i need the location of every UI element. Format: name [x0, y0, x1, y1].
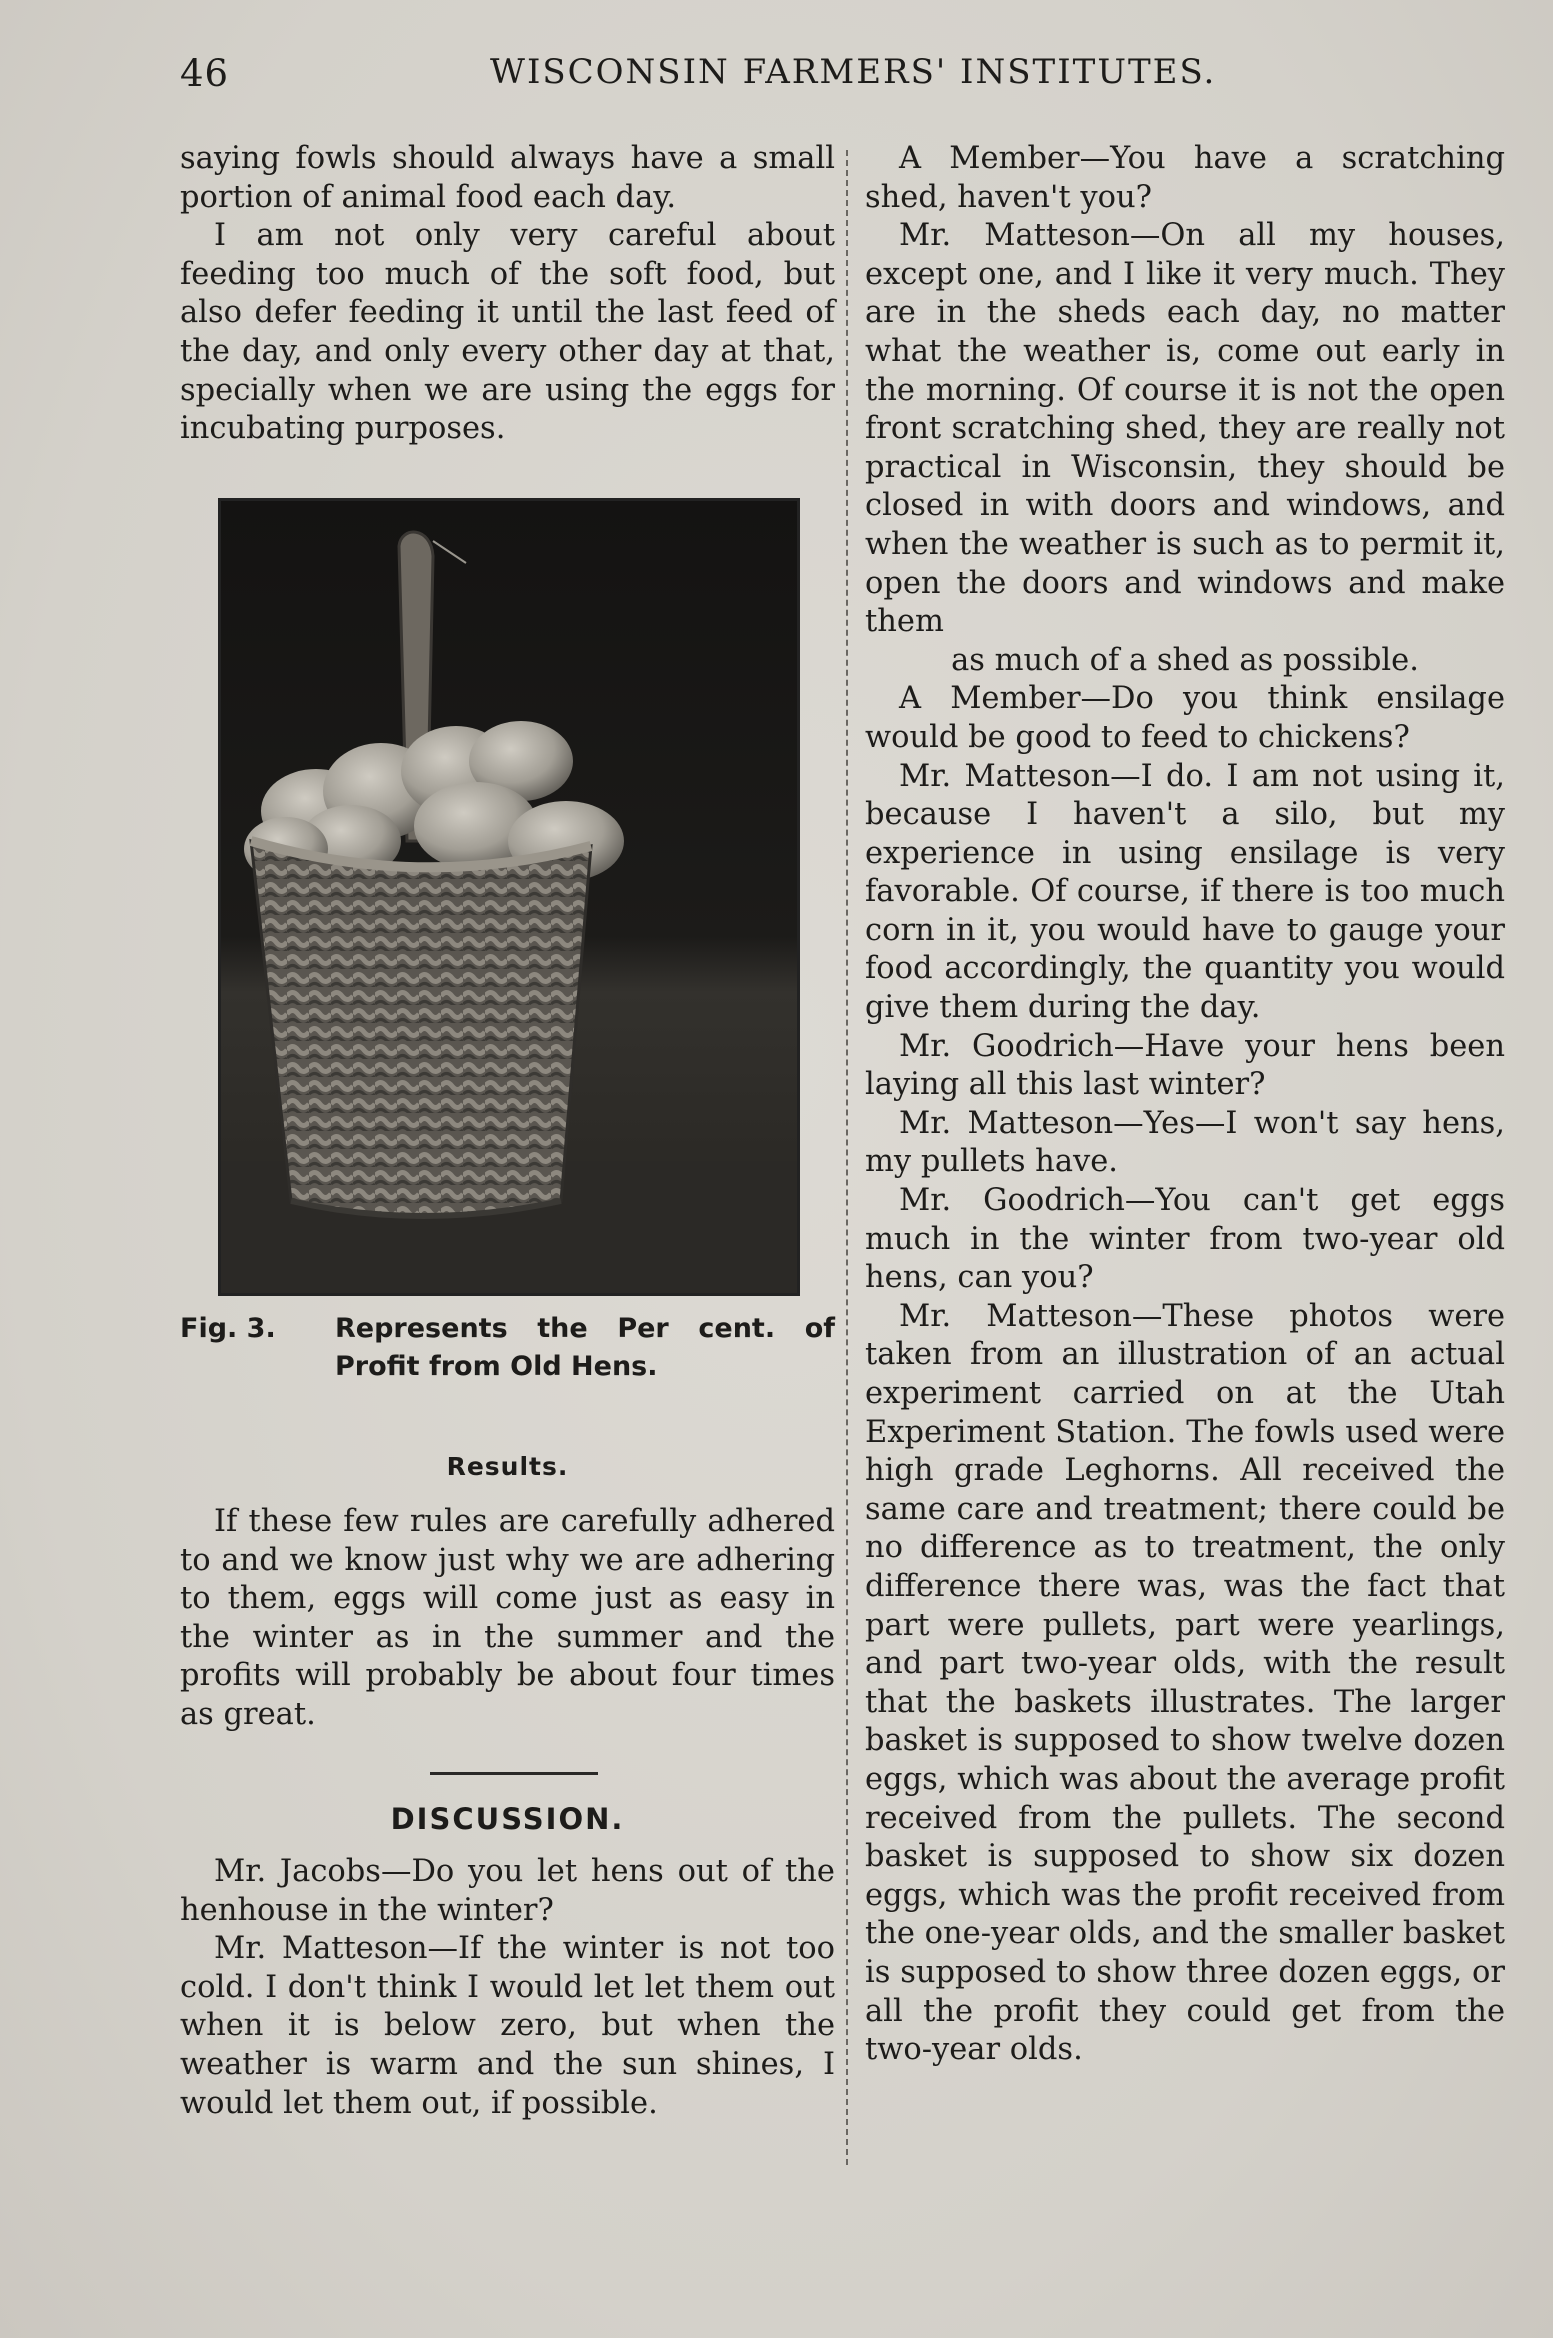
paragraph: A Member—You have a scratching shed, haven't you?	[865, 141, 1505, 215]
paragraph: Mr. Matteson—I do. I am not using it, because I haven't a silo, but my experience in using ensilage is very favorable. Of course, if there is too much corn in it, you would have to gauge your food accordingly, the quantity you would give them during the day.	[865, 758, 1505, 1026]
figure-label: Fig. 3.	[180, 1313, 276, 1344]
running-head: WISCONSIN FARMERS' INSTITUTES.	[490, 52, 1217, 92]
paragraph: as much of a shed as possible.	[951, 642, 1419, 678]
results-block	[180, 1503, 835, 1735]
left-column-top	[180, 140, 835, 449]
paragraph: I am not only very careful about feeding too much of the soft food, but also defer feeding it until the last feed of the day, and only every other day at that, specially when we are using the eggs for incubating purposes.	[180, 218, 835, 447]
paragraph: Mr. Jacobs—Do you let hens out of the henhouse in the winter?	[180, 1854, 835, 1928]
paragraph: A Member—Do you think ensilage would be good to feed to chickens?	[865, 681, 1505, 755]
paragraph: Mr. Goodrich—Have your hens been laying all this last winter?	[865, 1028, 1505, 1103]
paragraph: If these few rules are carefully adhered to and we know just why we are adhering to them, eggs will come just as easy in the winter as in the summer and the profits will probably be about four times as great.	[180, 1504, 835, 1732]
figure-caption-text: Represents the Per cent. of Profit from Old Hens.	[335, 1313, 835, 1382]
paragraph: Mr. Matteson—These photos were taken from an illustration of an actual experiment carried on at the Utah Experiment Station. The fowls used were high grade Leghorns. All received the same care and treatment; there could be no difference as to treatment, the only difference there was, was the fact that part were pullets, part were yearlings, and part two-year olds, with the result that the baskets illustrates. The larger basket is supposed to show twelve dozen eggs, which was about the average profit received from the pullets. The second basket is supposed to show six dozen eggs, which was the profit received from the one-year olds, and the smaller basket is supposed to show three dozen eggs, or all the profit they could get from the two-year olds.	[865, 1298, 1505, 2068]
paragraph: saying fowls should always have a small portion of animal food each day.	[180, 141, 835, 215]
paragraph: Mr. Matteson—Yes—I won't say hens, my pullets have.	[865, 1105, 1505, 1180]
paragraph: Mr. Matteson—If the winter is not too cold. I don't think I would let let them out when it is below zero, but when the weather is warm and the sun shines, I would let them out, if possible.	[180, 1931, 835, 2121]
column-divider	[846, 150, 848, 2165]
discussion-block	[180, 1853, 835, 2123]
discussion-heading: DISCUSSION.	[390, 1802, 625, 1836]
page-number: 46	[180, 52, 230, 95]
section-divider	[430, 1772, 598, 1775]
right-column	[865, 140, 1505, 2070]
page-header	[180, 52, 1500, 102]
paragraph: Mr. Matteson—On all my houses, except one, and I like it very much. They are in the sheds each day, no matter what the weather is, come out early in the morning. Of course it is not the open front scratching shed, they are really not practical in Wisconsin, they should be closed in with doors and windows, and when the weather is such as to permit it, open the doors and windows and make them	[865, 218, 1505, 640]
basket-body	[251, 841, 591, 1216]
results-heading: Results.	[446, 1452, 569, 1481]
basket-illustration	[221, 501, 797, 1293]
paragraph: Mr. Goodrich—You can't get eggs much in the winter from two-year old hens, can you?	[865, 1183, 1505, 1296]
figure-basket-photo	[218, 498, 800, 1296]
